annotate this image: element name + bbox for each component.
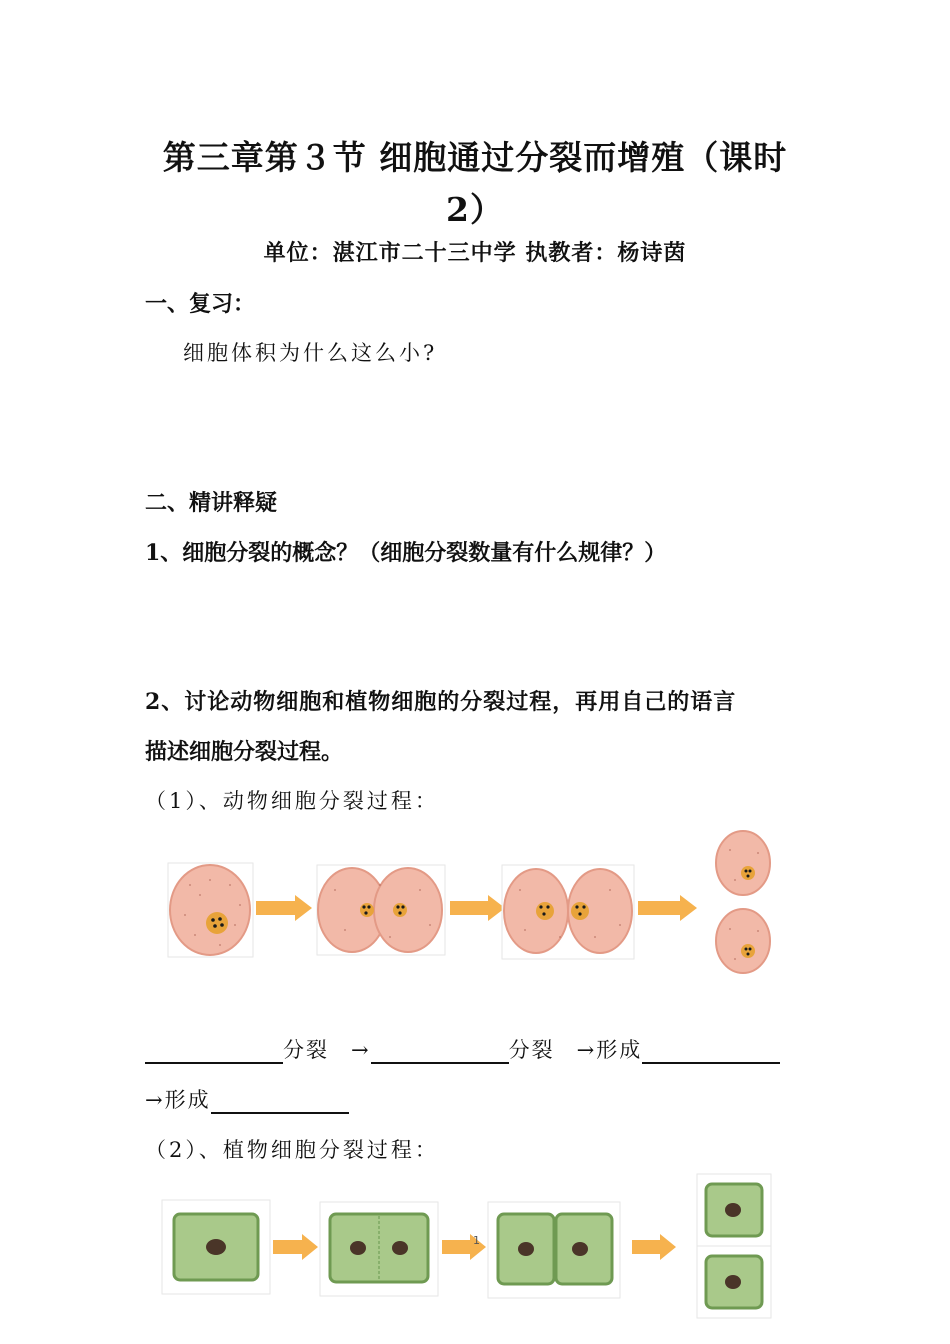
page-title: 第三章第３节 细胞通过分裂而增殖（课时 xyxy=(162,138,788,177)
plant-nucleus-1 xyxy=(206,1239,226,1255)
blank-2[interactable] xyxy=(371,1038,509,1064)
animal-cell-division-figure xyxy=(160,825,790,985)
question-2-line1: 2、讨论动物细胞和植物细胞的分裂过程，再用自己的语言 xyxy=(145,689,737,715)
arrow-1 xyxy=(256,895,312,921)
animal-cell-2-right xyxy=(374,868,442,952)
fill-split-1: 分裂 xyxy=(283,1038,329,1062)
page-number: 1 xyxy=(473,1234,480,1247)
fill-form-2: 形成 xyxy=(164,1088,211,1112)
blank-4[interactable] xyxy=(211,1088,349,1114)
animal-fill-line-1 xyxy=(145,1034,780,1064)
plant-cell-division-figure xyxy=(160,1172,780,1322)
animal-nucleus-1 xyxy=(206,912,228,934)
arrow-right-icon: → xyxy=(576,1038,597,1062)
arrow-right-icon: → xyxy=(145,1088,165,1112)
fill-form-1: 形成 xyxy=(596,1038,643,1062)
animal-daughter-cell-bottom xyxy=(716,909,770,973)
byline: 单位：湛江市二十三中学 执教者：杨诗茵 xyxy=(263,240,687,266)
animal-daughter-cell-top xyxy=(716,831,770,895)
arrow-3 xyxy=(638,895,697,921)
plant-arrow-1 xyxy=(273,1234,318,1260)
animal-cell-1 xyxy=(170,865,250,955)
question-1: 1、细胞分裂的概念？（细胞分裂数量有什么规律？） xyxy=(145,540,667,566)
plant-division-label: （2）、植物细胞分裂过程： xyxy=(145,1138,439,1162)
blank-1[interactable] xyxy=(145,1038,283,1064)
page-title-continued: 2） xyxy=(446,190,504,229)
animal-division-label: （1）、动物细胞分裂过程： xyxy=(145,789,439,813)
section-review-heading: 一、复习： xyxy=(145,291,256,317)
section-explain-heading: 二、精讲释疑 xyxy=(145,490,278,516)
arrow-right-icon: → xyxy=(351,1038,371,1062)
animal-fill-line-2 xyxy=(145,1084,349,1114)
plant-arrow-3 xyxy=(632,1234,676,1260)
fill-split-2: 分裂 xyxy=(508,1038,555,1062)
arrow-2 xyxy=(450,895,505,921)
blank-3[interactable] xyxy=(642,1038,780,1064)
question-2-line2: 描述细胞分裂过程。 xyxy=(145,739,344,765)
review-question: 细胞体积为什么这么小? xyxy=(183,341,438,365)
